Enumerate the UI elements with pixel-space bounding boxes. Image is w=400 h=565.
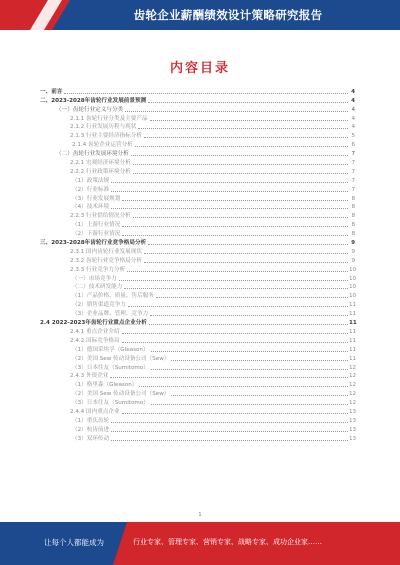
toc-leader-dots bbox=[151, 351, 348, 352]
toc-entry-page: 7 bbox=[351, 168, 355, 175]
toc-entry-page: 10 bbox=[349, 275, 357, 282]
toc-entry-page: 4 bbox=[351, 106, 355, 113]
toc-entry-title: 2.4.2 国际竞争格局 bbox=[70, 337, 120, 344]
toc-entry[interactable] bbox=[40, 282, 355, 291]
toc-entry[interactable] bbox=[40, 362, 355, 371]
toc-entry-page: 12 bbox=[349, 382, 357, 389]
toc-leader-dots bbox=[122, 342, 348, 343]
toc-entry[interactable] bbox=[40, 317, 355, 326]
toc-entry-title: （1）政策法规 bbox=[72, 177, 110, 184]
toc-entry-page: 8 bbox=[351, 213, 355, 220]
toc-entry-title: 2.4.3 外资企业 bbox=[70, 373, 109, 380]
toc-entry-page: 4 bbox=[351, 97, 355, 104]
toc-entry[interactable] bbox=[40, 113, 355, 122]
toc-leader-dots bbox=[171, 395, 348, 396]
toc-entry[interactable] bbox=[40, 148, 355, 157]
toc-entry-page: 8 bbox=[351, 204, 355, 211]
toc-entry-title: （3）企业品牌、管理、竞争力 bbox=[72, 311, 149, 318]
toc-leader-dots bbox=[122, 413, 348, 414]
toc-entry[interactable] bbox=[40, 264, 355, 273]
toc-leader-dots bbox=[135, 146, 348, 147]
toc-entry-title: 2.4.4 国内重点企业 bbox=[70, 408, 120, 415]
toc-entry-title: （3）双环传动 bbox=[72, 435, 110, 442]
toc-entry[interactable] bbox=[40, 326, 355, 335]
toc-entry-title: （3）行业发展规划 bbox=[72, 195, 121, 202]
toc-entry[interactable] bbox=[40, 388, 355, 397]
toc-entry-page: 9 bbox=[351, 248, 355, 255]
toc-leader-dots bbox=[111, 208, 348, 209]
toc-entry[interactable] bbox=[40, 184, 355, 193]
toc-entry-title: （4）技术环境 bbox=[72, 204, 110, 211]
toc-entry[interactable] bbox=[40, 290, 355, 299]
toc-entry-page: 7 bbox=[351, 186, 355, 193]
footer-slogan-left: 让每个人都能成为 bbox=[44, 538, 104, 547]
toc-leader-dots bbox=[133, 164, 348, 165]
toc-leader-dots bbox=[110, 377, 348, 378]
toc-entry-title: 2.3.1 国内齿轮行业发展现状 bbox=[70, 248, 142, 255]
toc-entry[interactable] bbox=[40, 219, 355, 228]
toc-entry-title: （2）下游行业情况 bbox=[72, 231, 121, 238]
toc-entry-title: 2.1.4 齿轮企业运营分析 bbox=[72, 142, 133, 149]
toc-entry-title: （二）齿轮行业发展环境分析 bbox=[56, 151, 129, 158]
toc-entry-page: 12 bbox=[349, 400, 357, 407]
toc-entry-page: 11 bbox=[349, 302, 357, 309]
toc-entry-title: （2）行业标准 bbox=[72, 186, 110, 193]
toc-leader-dots bbox=[128, 306, 348, 307]
toc-entry-title: 2.1.2 行业发展历程与现状 bbox=[70, 124, 137, 131]
toc-entry-title: （3）日本住友（Sumitomo） bbox=[72, 364, 149, 371]
toc-entry-title: 2.4 2022-2023年齿轮行业重点企业分析 bbox=[40, 320, 147, 327]
toc-leader-dots bbox=[148, 244, 348, 245]
toc-entry-page: 11 bbox=[349, 355, 357, 362]
toc-entry-title: 2.3.2 齿轮行业竞争格局分析 bbox=[70, 257, 142, 264]
toc-entry-title: （1）产品价格、质量、售后服务 bbox=[72, 293, 154, 300]
toc-leader-dots bbox=[151, 404, 348, 405]
toc-entry-page: 11 bbox=[349, 328, 357, 335]
toc-entry-title: （2）销售渠道竞争力 bbox=[72, 302, 126, 309]
toc-leader-dots bbox=[133, 173, 348, 174]
toc-entry-page: 13 bbox=[349, 426, 357, 433]
toc-leader-dots bbox=[149, 324, 348, 325]
toc-entry-page: 12 bbox=[349, 373, 357, 380]
toc-leader-dots bbox=[138, 128, 348, 129]
toc-entry[interactable] bbox=[40, 86, 355, 95]
toc-entry-title: （2）美国 Sew 传动设备公司（Sew） bbox=[72, 355, 170, 362]
toc-leader-dots bbox=[150, 120, 348, 121]
toc-entry[interactable] bbox=[40, 379, 355, 388]
toc-entry-title: （1）上游行业情况 bbox=[72, 222, 121, 229]
toc-entry[interactable] bbox=[40, 237, 355, 246]
toc-entry-page: 7 bbox=[351, 177, 355, 184]
toc-entry-title: 2.2.1 宏观经济环境分析 bbox=[70, 160, 131, 167]
toc-entry[interactable] bbox=[40, 424, 355, 433]
toc-entry[interactable] bbox=[40, 255, 355, 264]
toc-entry-page: 11 bbox=[349, 320, 357, 327]
header-title: 齿轮企业薪酬绩效设计策略研究报告 bbox=[133, 8, 323, 22]
toc-entry-title: （1）重庆齿轮 bbox=[72, 417, 110, 424]
toc-entry[interactable] bbox=[40, 166, 355, 175]
toc-leader-dots bbox=[151, 369, 348, 370]
footer-slogan-right: 行业专家、管理专家、营销专家、战略专家、成功企业家…… bbox=[133, 538, 322, 546]
toc-entry[interactable] bbox=[40, 406, 355, 415]
toc-leader-dots bbox=[125, 111, 348, 112]
toc-entry-page: 9 bbox=[351, 257, 355, 264]
toc-entry-title: 二、2023-2028年齿轮行业发展前景预测 bbox=[40, 97, 147, 104]
toc-entry-title: （1）格里森（Gleason） bbox=[72, 382, 138, 389]
toc-entry-page: 11 bbox=[349, 311, 357, 318]
toc-entry-title: （3）日本住友（Sumitomo） bbox=[72, 400, 149, 407]
toc-entry[interactable] bbox=[40, 353, 355, 362]
toc-entry[interactable] bbox=[40, 139, 355, 148]
toc-entry-page: 10 bbox=[349, 284, 357, 291]
toc-leader-dots bbox=[131, 155, 348, 156]
toc-leader-dots bbox=[111, 191, 348, 192]
footer-accent bbox=[113, 522, 400, 565]
toc-leader-dots bbox=[111, 440, 348, 441]
toc-leader-dots bbox=[144, 137, 348, 138]
header-bar bbox=[0, 0, 400, 30]
toc-entry-page: 12 bbox=[349, 364, 357, 371]
toc-leader-dots bbox=[122, 226, 348, 227]
toc-heading: 内容目录 bbox=[169, 61, 230, 76]
toc-entry-page: 13 bbox=[349, 435, 357, 442]
toc-entry-page: 5 bbox=[351, 133, 355, 140]
toc-entry[interactable] bbox=[40, 104, 355, 113]
toc-entry-page: 10 bbox=[349, 293, 357, 300]
toc-entry[interactable] bbox=[40, 433, 355, 442]
toc-entry-page: 6 bbox=[351, 142, 355, 149]
toc-entry[interactable] bbox=[40, 228, 355, 237]
toc-entry-page: 10 bbox=[349, 266, 357, 273]
toc-entry-title: （2）杭齿前进 bbox=[72, 426, 110, 433]
toc-entry[interactable] bbox=[40, 335, 355, 344]
toc-leader-dots bbox=[156, 297, 348, 298]
toc-entry-title: （二）技术研发能力 bbox=[72, 284, 123, 291]
toc-entry[interactable] bbox=[40, 122, 355, 131]
toc-leader-dots bbox=[119, 280, 348, 281]
toc-entry[interactable] bbox=[40, 415, 355, 424]
toc-entry[interactable] bbox=[40, 157, 355, 166]
toc-entry-page: 4 bbox=[351, 88, 355, 95]
toc-entry[interactable] bbox=[40, 344, 355, 353]
table-of-contents bbox=[40, 86, 355, 442]
toc-entry-page: 4 bbox=[351, 124, 355, 131]
toc-leader-dots bbox=[171, 360, 348, 361]
toc-entry[interactable] bbox=[40, 246, 355, 255]
toc-entry-title: 2.4.1 重点企业介绍 bbox=[70, 328, 120, 335]
toc-entry-page: 8 bbox=[351, 195, 355, 202]
toc-entry-title: 2.3.3 行业竞争力分析 bbox=[70, 266, 126, 273]
toc-leader-dots bbox=[150, 315, 348, 316]
toc-entry-title: 2.1.3 行业主要经济指标分析 bbox=[70, 133, 142, 140]
toc-leader-dots bbox=[64, 93, 348, 94]
toc-leader-dots bbox=[122, 200, 348, 201]
toc-entry-page: 7 bbox=[351, 160, 355, 167]
toc-entry[interactable] bbox=[40, 308, 355, 317]
toc-leader-dots bbox=[111, 182, 348, 183]
toc-entry-title: 一、前言 bbox=[40, 88, 63, 95]
toc-entry-title: 三、2023-2028年齿轮行业竞争格局分析 bbox=[40, 240, 147, 247]
toc-entry[interactable] bbox=[40, 130, 355, 139]
toc-entry[interactable] bbox=[40, 193, 355, 202]
toc-leader-dots bbox=[144, 262, 348, 263]
toc-entry-title: 2.1.1 齿轮行业分类及主要产品 bbox=[70, 115, 148, 122]
page-number: 1 bbox=[198, 512, 202, 518]
toc-entry-title: （一）齿轮行业定义与分类 bbox=[56, 106, 124, 113]
toc-leader-dots bbox=[148, 102, 348, 103]
toc-entry-page: 11 bbox=[349, 337, 357, 344]
toc-entry[interactable] bbox=[40, 371, 355, 380]
toc-entry-page: 13 bbox=[349, 408, 357, 415]
toc-leader-dots bbox=[144, 253, 348, 254]
toc-entry[interactable] bbox=[40, 202, 355, 211]
toc-entry[interactable] bbox=[40, 273, 355, 282]
toc-entry-title: 2.2.2 行业政策环境分析 bbox=[70, 168, 131, 175]
toc-entry-title: （2）美国 Sew 传动设备公司（Sew） bbox=[72, 391, 170, 398]
toc-entry-page: 7 bbox=[351, 151, 355, 158]
toc-entry-page: 12 bbox=[349, 391, 357, 398]
toc-entry-page: 9 bbox=[351, 240, 355, 247]
toc-leader-dots bbox=[139, 386, 348, 387]
toc-entry-title: （1）德国采埃孚（Gleason） bbox=[72, 346, 149, 353]
toc-entry[interactable] bbox=[40, 299, 355, 308]
toc-leader-dots bbox=[124, 288, 348, 289]
toc-entry[interactable] bbox=[40, 210, 355, 219]
toc-leader-dots bbox=[127, 271, 348, 272]
toc-leader-dots bbox=[122, 333, 348, 334]
toc-entry[interactable] bbox=[40, 95, 355, 104]
toc-entry-page: 8 bbox=[351, 222, 355, 229]
toc-leader-dots bbox=[122, 235, 348, 236]
toc-entry-title: （一）市场竞争力 bbox=[72, 275, 117, 282]
toc-entry-page: 13 bbox=[349, 417, 357, 424]
toc-entry-title: 2.2.3 行业供给情况分析 bbox=[70, 213, 131, 220]
toc-leader-dots bbox=[111, 431, 348, 432]
toc-entry-page: 8 bbox=[351, 231, 355, 238]
toc-entry[interactable] bbox=[40, 397, 355, 406]
toc-entry-page: 11 bbox=[349, 346, 357, 353]
toc-entry[interactable] bbox=[40, 175, 355, 184]
toc-entry-page: 4 bbox=[351, 115, 355, 122]
toc-leader-dots bbox=[111, 422, 348, 423]
toc-leader-dots bbox=[133, 217, 348, 218]
